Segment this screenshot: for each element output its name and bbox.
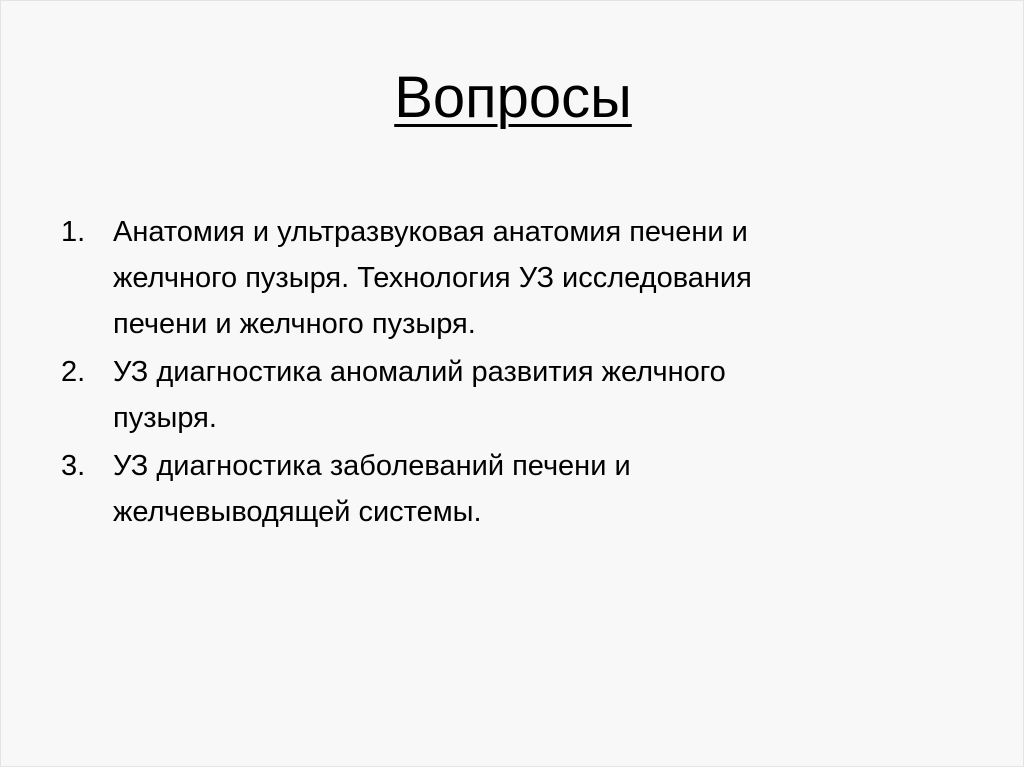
- slide-title-text: Вопросы: [394, 65, 632, 130]
- list-item-line: желчевыводящей системы.: [113, 496, 482, 528]
- list-item: [61, 209, 941, 347]
- list-item-line: желчного пузыря. Технология УЗ исследования: [113, 262, 752, 294]
- list-item: [61, 443, 941, 535]
- list-item-number: 1.: [61, 216, 86, 248]
- list-item-line: Анатомия и ультразвуковая анатомия печени и: [113, 216, 748, 248]
- list-item-number: 2.: [61, 356, 86, 388]
- list-item: [61, 349, 941, 441]
- list-item-number: 3.: [61, 450, 86, 482]
- list-item-line: УЗ диагностика аномалий развития желчного: [113, 356, 726, 388]
- list-item-line: пузыря.: [113, 402, 217, 434]
- list-item-line: УЗ диагностика заболеваний печени и: [113, 450, 631, 482]
- slide-title: [1, 63, 1024, 133]
- list-item-line: печени и желчного пузыря.: [113, 308, 476, 340]
- question-list: [61, 209, 941, 537]
